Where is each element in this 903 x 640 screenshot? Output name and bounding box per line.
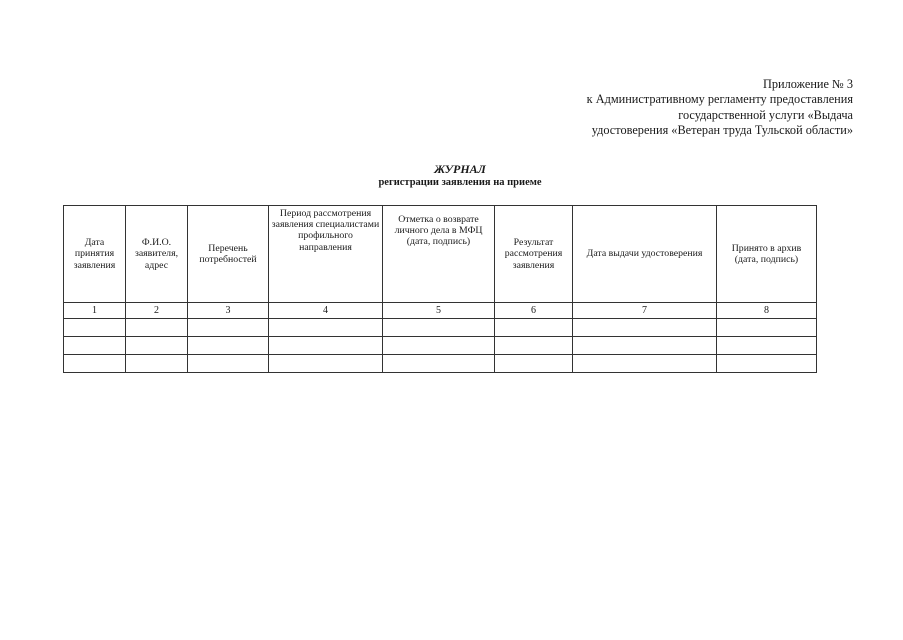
table-cell	[383, 337, 495, 355]
column-header-review-period: Период рассмотрения заявления специалистами профильного направления	[269, 206, 383, 303]
appendix-line: удостоверения «Ветеран труда Тульской области»	[591, 122, 853, 137]
column-number: 4	[269, 303, 383, 319]
table-cell	[188, 355, 269, 373]
column-header-date-accepted: Дата принятия заявления	[64, 206, 126, 303]
table-cell	[717, 337, 817, 355]
table-cell	[495, 337, 573, 355]
column-header-return-mark: Отметка о возврате личного дела в МФЦ (дата, подпись)	[383, 206, 495, 303]
table-cell	[383, 355, 495, 373]
column-header-applicant-name: Ф.И.О. заявителя, адрес	[126, 206, 188, 303]
table-cell	[188, 337, 269, 355]
column-number: 8	[717, 303, 817, 319]
column-number: 6	[495, 303, 573, 319]
journal-heading	[0, 162, 903, 190]
registration-journal-table	[63, 205, 817, 373]
table-cell	[495, 355, 573, 373]
table-cell	[717, 319, 817, 337]
column-number: 7	[573, 303, 717, 319]
table-cell	[269, 319, 383, 337]
table-cell	[64, 319, 126, 337]
journal-title: ЖУРНАЛ	[434, 162, 486, 176]
table-cell	[64, 337, 126, 355]
column-header-review-result: Результат рассмотрения заявления	[495, 206, 573, 303]
table-cell	[717, 355, 817, 373]
table-cell	[573, 319, 717, 337]
column-number-row	[64, 303, 817, 319]
table-cell	[269, 337, 383, 355]
table-cell	[126, 319, 188, 337]
table-row	[64, 355, 817, 373]
table-cell	[126, 355, 188, 373]
column-header-issue-date: Дата выдачи удостоверения	[573, 206, 717, 303]
column-number: 5	[383, 303, 495, 319]
column-number: 3	[188, 303, 269, 319]
column-header-archived: Принято в архив (дата, подпись)	[717, 206, 817, 303]
column-number: 1	[64, 303, 126, 319]
appendix-line: государственной услуги «Выдача	[678, 107, 853, 122]
appendix-line: к Административному регламенту предоставления	[586, 92, 853, 107]
table-cell	[495, 319, 573, 337]
table-cell	[573, 355, 717, 373]
table-cell	[269, 355, 383, 373]
appendix-line: Приложение № 3	[762, 77, 853, 91]
table-cell	[64, 355, 126, 373]
table-row	[64, 319, 817, 337]
column-header-needs-list: Перечень потребностей	[188, 206, 269, 303]
table-cell	[188, 319, 269, 337]
table-cell	[383, 319, 495, 337]
table-header-row	[64, 206, 817, 303]
column-number: 2	[126, 303, 188, 319]
table-row	[64, 337, 817, 355]
journal-subtitle: регистрации заявления на приеме	[378, 177, 542, 188]
table-cell	[573, 337, 717, 355]
table-cell	[126, 337, 188, 355]
appendix-block	[523, 77, 853, 138]
